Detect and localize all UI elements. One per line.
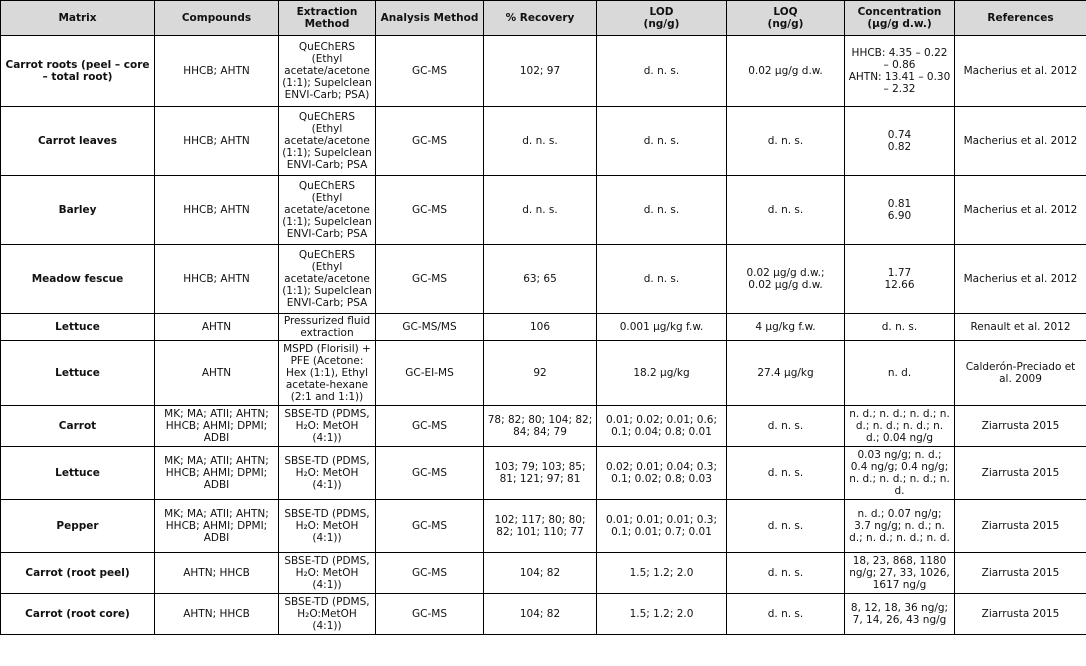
table-row (1, 500, 1086, 553)
cell-analysis-method: GC-MS (376, 107, 484, 176)
header-row (1, 1, 1086, 36)
cell-compounds: HHCB; AHTN (155, 107, 279, 176)
cell-compounds: AHTN (155, 341, 279, 406)
cell-recovery: d. n. s. (484, 107, 597, 176)
cell-lod: d. n. s. (597, 245, 727, 314)
cell-references: Ziarrusta 2015 (955, 447, 1086, 500)
cell-lod: d. n. s. (597, 107, 727, 176)
cell-recovery: 63; 65 (484, 245, 597, 314)
table-row (1, 314, 1086, 341)
cell-recovery: 106 (484, 314, 597, 341)
cell-lod: d. n. s. (597, 176, 727, 245)
cell-references: Ziarrusta 2015 (955, 500, 1086, 553)
cell-loq: 0.02 μg/g d.w.; 0.02 μg/g d.w. (727, 245, 845, 314)
cell-loq: d. n. s. (727, 447, 845, 500)
cell-recovery: 102; 117; 80; 80; 82; 101; 110; 77 (484, 500, 597, 553)
cell-analysis-method: GC-MS (376, 36, 484, 107)
cell-loq: d. n. s. (727, 176, 845, 245)
cell-extraction-method: MSPD (Florisil) + PFE (Acetone: Hex (1:1), Ethyl acetate-hexane (2:1 and 1:1)) (279, 341, 376, 406)
cell-compounds: HHCB; AHTN (155, 36, 279, 107)
table-row (1, 406, 1086, 447)
cell-extraction-method: SBSE-TD (PDMS, H₂O: MetOH (4:1)) (279, 406, 376, 447)
cell-matrix: Lettuce (1, 314, 155, 341)
cell-analysis-method: GC-MS (376, 447, 484, 500)
cell-recovery: d. n. s. (484, 176, 597, 245)
cell-matrix: Carrot (1, 406, 155, 447)
cell-loq: d. n. s. (727, 553, 845, 594)
cell-lod: 0.02; 0.01; 0.04; 0.3; 0.1; 0.02; 0.8; 0.03 (597, 447, 727, 500)
cell-extraction-method: SBSE-TD (PDMS, H₂O: MetOH (4:1)) (279, 553, 376, 594)
header-concentration: Concentration (μg/g d.w.) (845, 1, 955, 36)
cell-concentration: 8, 12, 18, 36 ng/g; 7, 14, 26, 43 ng/g (845, 594, 955, 635)
cell-matrix: Barley (1, 176, 155, 245)
header-extraction-method: Extraction Method (279, 1, 376, 36)
cell-references: Macherius et al. 2012 (955, 245, 1086, 314)
table-row (1, 245, 1086, 314)
cell-recovery: 102; 97 (484, 36, 597, 107)
cell-extraction-method: QuEChERS (Ethyl acetate/acetone (1:1); Supelclean ENVI-Carb; PSA (279, 176, 376, 245)
header-analysis-method: Analysis Method (376, 1, 484, 36)
cell-compounds: HHCB; AHTN (155, 176, 279, 245)
cell-analysis-method: GC-MS (376, 500, 484, 553)
cell-lod: 0.001 μg/kg f.w. (597, 314, 727, 341)
cell-concentration: 0.03 ng/g; n. d.; 0.4 ng/g; 0.4 ng/g; n. d.; n. d.; n. d.; n. d. (845, 447, 955, 500)
cell-matrix: Pepper (1, 500, 155, 553)
cell-analysis-method: GC-MS (376, 406, 484, 447)
cell-analysis-method: GC-MS (376, 176, 484, 245)
cell-analysis-method: GC-MS (376, 594, 484, 635)
cell-extraction-method: QuEChERS (Ethyl acetate/acetone (1:1); Supelclean ENVI-Carb; PSA (279, 245, 376, 314)
cell-loq: 27.4 μg/kg (727, 341, 845, 406)
header-recovery: % Recovery (484, 1, 597, 36)
cell-analysis-method: GC-MS (376, 553, 484, 594)
table-row (1, 341, 1086, 406)
cell-loq: d. n. s. (727, 500, 845, 553)
cell-references: Ziarrusta 2015 (955, 594, 1086, 635)
cell-recovery: 103; 79; 103; 85; 81; 121; 97; 81 (484, 447, 597, 500)
cell-analysis-method: GC-MS/MS (376, 314, 484, 341)
cell-compounds: AHTN; HHCB (155, 594, 279, 635)
cell-lod: d. n. s. (597, 36, 727, 107)
cell-recovery: 104; 82 (484, 553, 597, 594)
cell-concentration: 18, 23, 868, 1180 ng/g; 27, 33, 1026, 1617 ng/g (845, 553, 955, 594)
cell-concentration: HHCB: 4.35 – 0.22 – 0.86 AHTN: 13.41 – 0.30 – 2.32 (845, 36, 955, 107)
header-compounds: Compounds (155, 1, 279, 36)
cell-extraction-method: Pressurized fluid extraction (279, 314, 376, 341)
cell-analysis-method: GC-MS (376, 245, 484, 314)
table-row (1, 176, 1086, 245)
cell-lod: 0.01; 0.01; 0.01; 0.3; 0.1; 0.01; 0.7; 0.01 (597, 500, 727, 553)
cell-recovery: 92 (484, 341, 597, 406)
cell-compounds: MK; MA; ATII; AHTN; HHCB; AHMI; DPMI; ADBI (155, 406, 279, 447)
cell-references: Renault et al. 2012 (955, 314, 1086, 341)
cell-matrix: Lettuce (1, 341, 155, 406)
cell-loq: 4 μg/kg f.w. (727, 314, 845, 341)
table-row (1, 447, 1086, 500)
cell-loq: d. n. s. (727, 406, 845, 447)
cell-references: Macherius et al. 2012 (955, 176, 1086, 245)
cell-compounds: HHCB; AHTN (155, 245, 279, 314)
table-row (1, 594, 1086, 635)
cell-recovery: 104; 82 (484, 594, 597, 635)
cell-concentration: n. d.; 0.07 ng/g; 3.7 ng/g; n. d.; n. d.; n. d.; n. d.; n. d. (845, 500, 955, 553)
cell-lod: 1.5; 1.2; 2.0 (597, 594, 727, 635)
cell-extraction-method: SBSE-TD (PDMS, H₂O: MetOH (4:1)) (279, 500, 376, 553)
cell-references: Macherius et al. 2012 (955, 107, 1086, 176)
cell-compounds: AHTN (155, 314, 279, 341)
cell-analysis-method: GC-EI-MS (376, 341, 484, 406)
cell-lod: 1.5; 1.2; 2.0 (597, 553, 727, 594)
table-row (1, 36, 1086, 107)
table-row (1, 553, 1086, 594)
header-loq: LOQ (ng/g) (727, 1, 845, 36)
header-references: References (955, 1, 1086, 36)
cell-extraction-method: QuEChERS (Ethyl acetate/acetone (1:1); Supelclean ENVI-Carb; PSA) (279, 36, 376, 107)
cell-matrix: Carrot (root core) (1, 594, 155, 635)
table-row (1, 107, 1086, 176)
cell-matrix: Meadow fescue (1, 245, 155, 314)
cell-loq: d. n. s. (727, 107, 845, 176)
cell-recovery: 78; 82; 80; 104; 82; 84; 84; 79 (484, 406, 597, 447)
cell-compounds: AHTN; HHCB (155, 553, 279, 594)
header-lod: LOD (ng/g) (597, 1, 727, 36)
cell-loq: d. n. s. (727, 594, 845, 635)
cell-extraction-method: SBSE-TD (PDMS, H₂O: MetOH (4:1)) (279, 447, 376, 500)
cell-compounds: MK; MA; ATII; AHTN; HHCB; AHMI; DPMI; ADBI (155, 500, 279, 553)
cell-concentration: n. d. (845, 341, 955, 406)
cell-concentration: 1.77 12.66 (845, 245, 955, 314)
cell-references: Ziarrusta 2015 (955, 553, 1086, 594)
cell-lod: 18.2 μg/kg (597, 341, 727, 406)
cell-extraction-method: QuEChERS (Ethyl acetate/acetone (1:1); Supelclean ENVI-Carb; PSA (279, 107, 376, 176)
cell-references: Ziarrusta 2015 (955, 406, 1086, 447)
cell-concentration: n. d.; n. d.; n. d.; n. d.; n. d.; n. d.; n. d.; 0.04 ng/g (845, 406, 955, 447)
header-matrix: Matrix (1, 1, 155, 36)
cell-concentration: 0.81 6.90 (845, 176, 955, 245)
cell-extraction-method: SBSE-TD (PDMS, H₂O:MetOH (4:1)) (279, 594, 376, 635)
cell-matrix: Lettuce (1, 447, 155, 500)
cell-references: Macherius et al. 2012 (955, 36, 1086, 107)
cell-lod: 0.01; 0.02; 0.01; 0.6; 0.1; 0.04; 0.8; 0.01 (597, 406, 727, 447)
cell-matrix: Carrot leaves (1, 107, 155, 176)
cell-loq: 0.02 μg/g d.w. (727, 36, 845, 107)
cell-concentration: d. n. s. (845, 314, 955, 341)
cell-matrix: Carrot roots (peel – core – total root) (1, 36, 155, 107)
cell-compounds: MK; MA; ATII; AHTN; HHCB; AHMI; DPMI; ADBI (155, 447, 279, 500)
cell-concentration: 0.74 0.82 (845, 107, 955, 176)
cell-matrix: Carrot (root peel) (1, 553, 155, 594)
cell-references: Calderón-Preciado et al. 2009 (955, 341, 1086, 406)
